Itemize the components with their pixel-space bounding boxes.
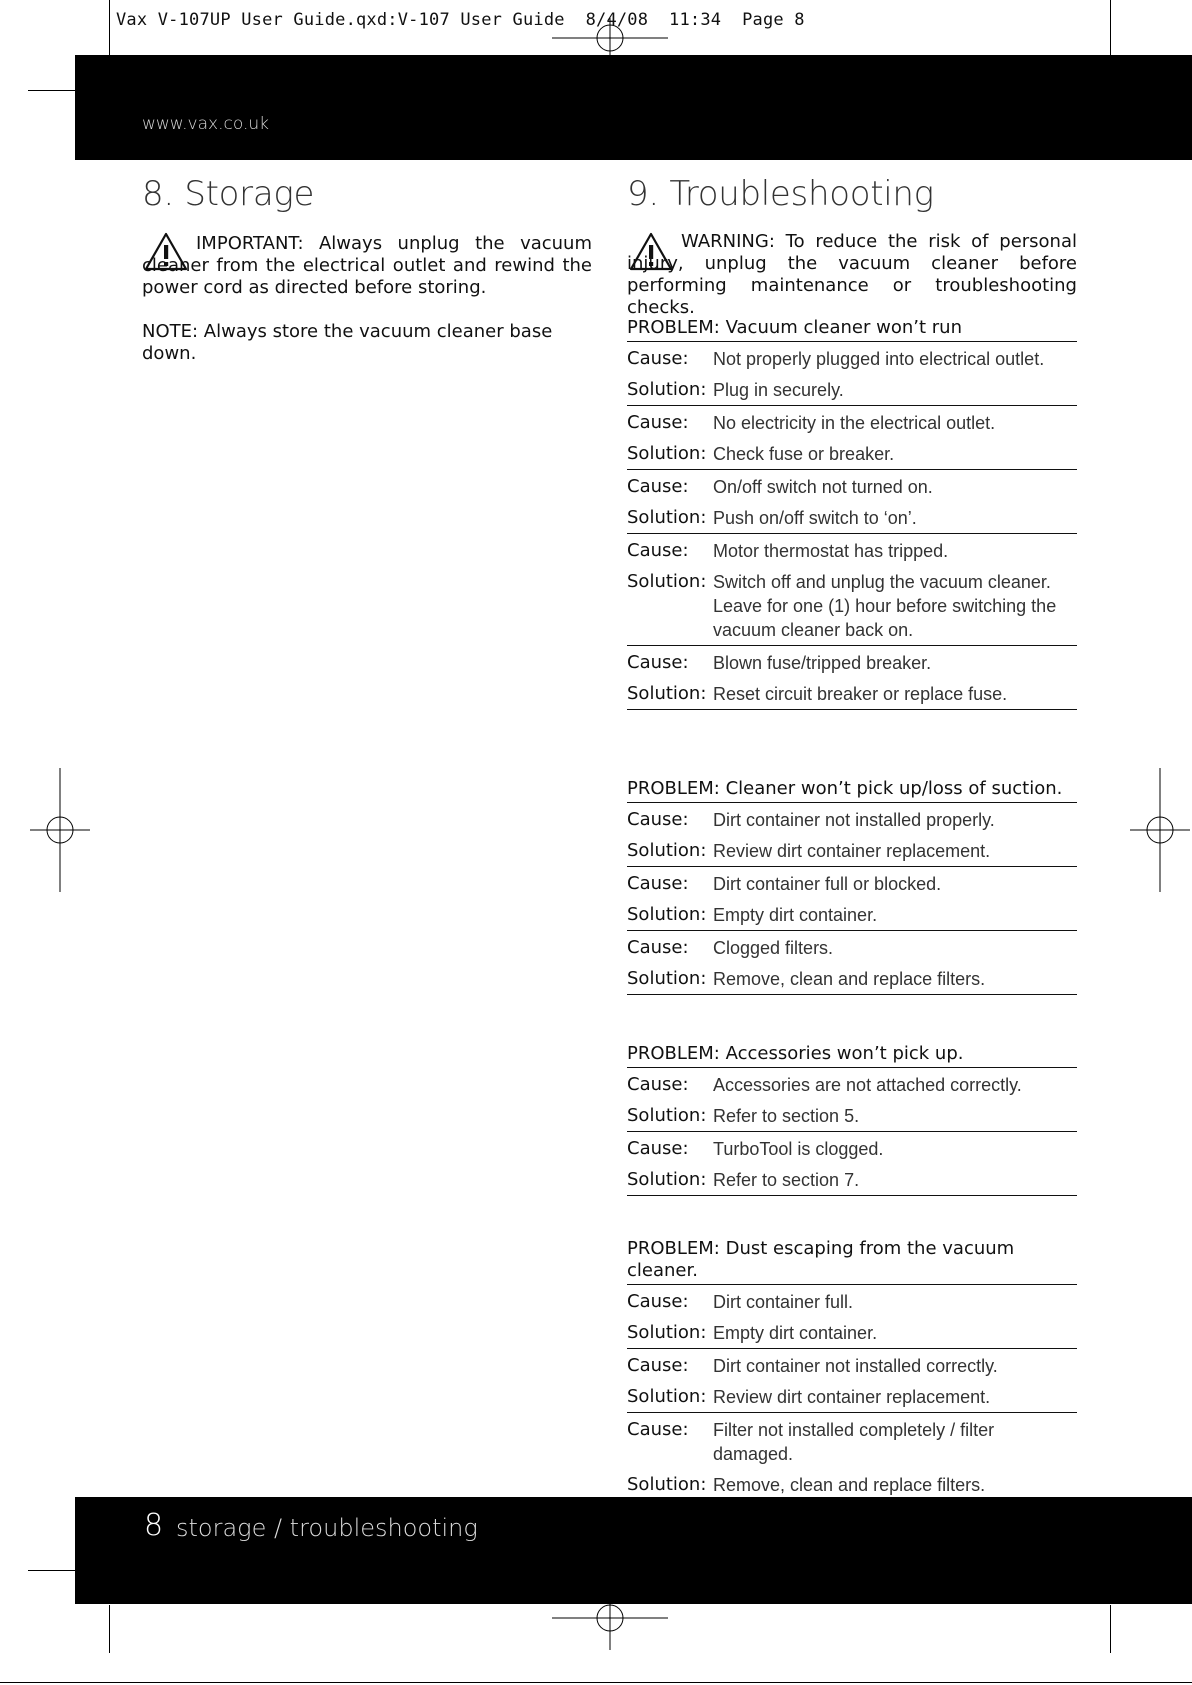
solution-row [627,1385,1077,1409]
solution-row [627,570,1077,642]
cause-row [627,1137,1077,1161]
solution-label: Solution: [627,904,707,925]
cause-label: Cause: [627,809,689,830]
cause-row [627,539,1077,563]
cause-solution-pair [627,1413,1077,1501]
cause-solution-pair [627,1132,1077,1196]
storage-note: NOTE: Always store the vacuum cleaner base down. [142,321,553,364]
problem-block [627,778,1077,995]
solution-label: Solution: [627,571,707,592]
storage-important [142,233,592,299]
solution-label: Solution: [627,1169,707,1190]
solution-text: Check fuse or breaker. [713,444,895,464]
cause-row [627,651,1077,675]
crop-mark [109,1605,110,1653]
solution-row [627,682,1077,706]
cause-text: Dirt container not installed properly. [713,810,995,830]
solution-text: Remove, clean and replace filters. [713,1475,986,1495]
registration-mark-icon [1130,768,1190,892]
solution-label: Solution: [627,683,707,704]
solution-label: Solution: [627,1386,707,1407]
cause-row [627,872,1077,896]
cause-text: Dirt container not installed correctly. [713,1356,998,1376]
solution-text: Plug in securely. [713,380,844,400]
solution-text: Empty dirt container. [713,905,878,925]
troubleshooting-title: 9. Troubleshooting [627,174,934,214]
solution-label: Solution: [627,968,707,989]
cause-solution-pair [627,803,1077,867]
problem-heading: PROBLEM: Dust escaping from the vacuum cleaner. [627,1238,1077,1285]
cause-solution-pair [627,646,1077,710]
cause-row [627,1354,1077,1378]
solution-row [627,1168,1077,1192]
solution-row [627,442,1077,466]
solution-label: Solution: [627,443,707,464]
solution-row [627,506,1077,530]
cause-text: Dirt container full. [713,1292,854,1312]
cause-solution-pair [627,342,1077,406]
problem-block [627,1238,1077,1501]
solution-text: Switch off and unplug the vacuum cleaner. Leave for one (1) hour before switching the vacuum cleaner back on. [713,572,1057,640]
solution-label: Solution: [627,1105,707,1126]
cause-text: Accessories are not attached correctly. [713,1075,1022,1095]
solution-row [627,839,1077,863]
cause-label: Cause: [627,1291,689,1312]
cause-text: On/off switch not turned on. [713,477,933,497]
solution-text: Refer to section 5. [713,1106,860,1126]
solution-label: Solution: [627,379,707,400]
cause-label: Cause: [627,348,689,369]
solution-text: Review dirt container replacement. [713,1387,991,1407]
problem-heading: PROBLEM: Vacuum cleaner won’t run [627,317,1077,342]
cause-text: TurboTool is clogged. [713,1139,884,1159]
cause-label: Cause: [627,652,689,673]
problem-block [627,317,1077,710]
solution-row [627,1473,1077,1497]
cause-row [627,475,1077,499]
troubleshooting-warning [627,231,1077,319]
cause-solution-pair [627,1285,1077,1349]
cause-label: Cause: [627,937,689,958]
solution-row [627,378,1077,402]
storage-important-text: IMPORTANT: Always unplug the vacuum cleaner from the electrical outlet and rewind the power cord as directed before storing. [142,233,592,298]
print-slug: Vax V-107UP User Guide.qxd:V-107 User Guide 8/4/08 11:34 Page 8 [116,10,805,30]
cause-text: Filter not installed completely / filter damaged. [713,1420,995,1464]
solution-text: Remove, clean and replace filters. [713,969,986,989]
cause-label: Cause: [627,476,689,497]
solution-label: Solution: [627,1474,707,1495]
header-band [75,55,1192,160]
cause-label: Cause: [627,1355,689,1376]
solution-text: Push on/off switch to ‘on’. [713,508,917,528]
cause-row [627,808,1077,832]
cause-solution-pair [627,406,1077,470]
problem-heading: PROBLEM: Cleaner won’t pick up/loss of suction. [627,778,1077,803]
cause-label: Cause: [627,540,689,561]
cause-row [627,411,1077,435]
solution-row [627,903,1077,927]
cause-solution-pair [627,470,1077,534]
crop-mark [1110,1605,1111,1653]
trim-line [0,1682,1192,1683]
solution-row [627,967,1077,991]
solution-label: Solution: [627,507,707,528]
cause-text: Blown fuse/tripped breaker. [713,653,932,673]
cause-solution-pair [627,931,1077,995]
cause-solution-pair [627,534,1077,646]
problem-block [627,1043,1077,1196]
solution-text: Refer to section 7. [713,1170,860,1190]
solution-text: Empty dirt container. [713,1323,878,1343]
solution-text: Review dirt container replacement. [713,841,991,861]
cause-solution-pair [627,1068,1077,1132]
cause-label: Cause: [627,1419,689,1440]
cause-label: Cause: [627,412,689,433]
solution-label: Solution: [627,840,707,861]
problem-heading: PROBLEM: Accessories won’t pick up. [627,1043,1077,1068]
cause-row [627,347,1077,371]
website-url: www.vax.co.uk [142,114,269,134]
cause-row [627,1073,1077,1097]
troubleshooting-warning-text: WARNING: To reduce the risk of personal injury, unplug the vacuum cleaner before performing maintenance or troubleshooting checks. [627,231,1077,318]
page-number: 8 [144,1508,164,1543]
cause-text: Motor thermostat has tripped. [713,541,949,561]
cause-text: No electricity in the electrical outlet. [713,413,996,433]
cause-solution-pair [627,1349,1077,1413]
cause-solution-pair [627,867,1077,931]
footer-section: storage / troubleshooting [176,1514,478,1542]
storage-title: 8. Storage [142,174,315,214]
cause-row [627,1418,1077,1466]
cause-text: Clogged filters. [713,938,834,958]
solution-text: Reset circuit breaker or replace fuse. [713,684,1008,704]
solution-row [627,1104,1077,1128]
registration-mark-icon [30,768,90,892]
cause-label: Cause: [627,1074,689,1095]
cause-row [627,936,1077,960]
cause-label: Cause: [627,873,689,894]
cause-row [627,1290,1077,1314]
solution-row [627,1321,1077,1345]
cause-text: Dirt container full or blocked. [713,874,942,894]
cause-text: Not properly plugged into electrical outlet. [713,349,1045,369]
solution-label: Solution: [627,1322,707,1343]
cause-label: Cause: [627,1138,689,1159]
